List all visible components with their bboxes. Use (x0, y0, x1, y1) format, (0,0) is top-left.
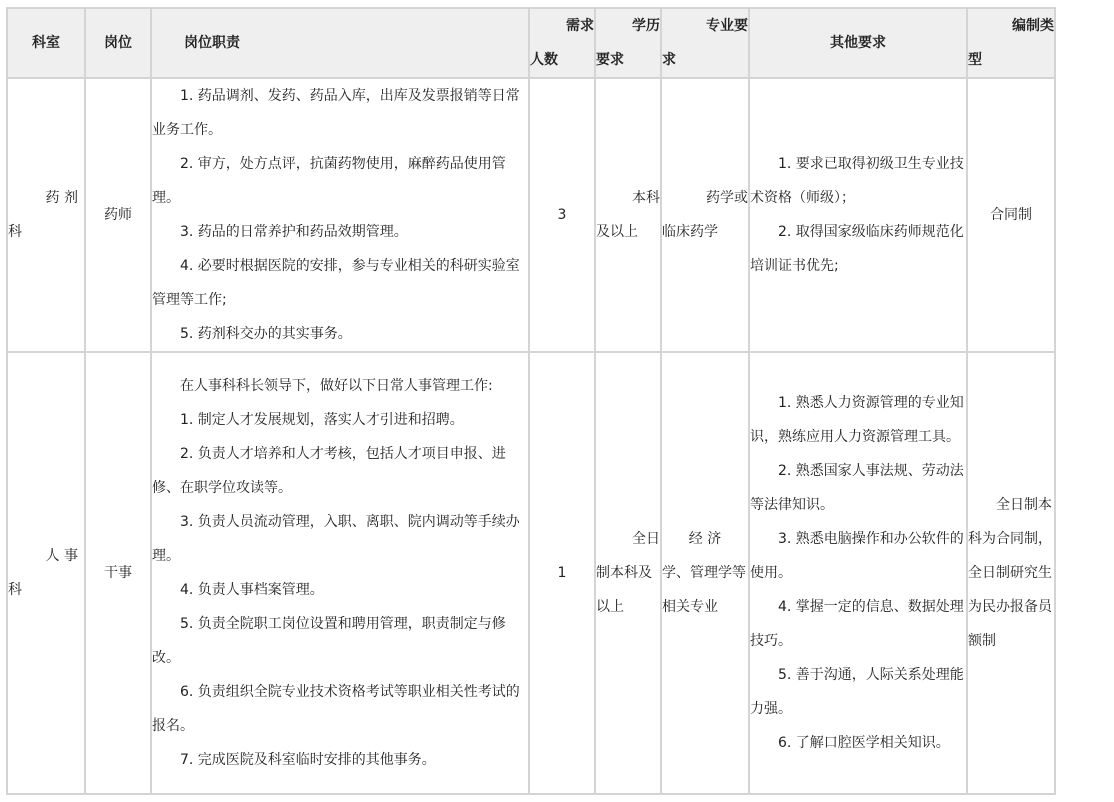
position-cell: 干事 (85, 352, 151, 794)
duties-cell (151, 78, 529, 352)
dept-cell: 人 事 科 (7, 352, 85, 794)
edu-cell: 全日 制本科及以上 (595, 352, 661, 794)
duty-line: 5. 负责全院职工岗位设置和聘用管理，职责制定与修改。 (152, 616, 506, 666)
header-major: 专业要 求 (661, 8, 749, 78)
header-count: 需求 人数 (529, 8, 595, 78)
duty-line: 在人事科科长领导下，做好以下日常人事管理工作: (180, 378, 493, 394)
other-line: 2. 熟悉国家人事法规、劳动法等法律知识。 (750, 463, 964, 513)
table-row (7, 78, 1055, 352)
count-cell: 1 (529, 352, 595, 794)
position-cell: 药师 (85, 78, 151, 352)
header-edu: 学历 要求 (595, 8, 661, 78)
other-line: 1. 要求已取得初级卫生专业技术资格（师级）； (750, 156, 964, 206)
job-table (6, 7, 1056, 795)
duty-line: 4. 必要时根据医院的安排，参与专业相关的科研实验室管理等工作; (152, 258, 520, 308)
duty-line: 6. 负责组织全院专业技术资格考试等职业相关性考试的报名。 (152, 684, 520, 734)
duty-line: 3. 药品的日常养护和药品效期管理。 (180, 224, 408, 240)
other-line: 4. 掌握一定的信息、数据处理技巧。 (750, 599, 964, 649)
duty-line: 2. 负责人才培养和人才考核，包括人才项目申报、进修、在职学位攻读等。 (152, 446, 506, 496)
other-line: 6. 了解口腔医学相关知识。 (778, 735, 950, 751)
other-line: 1. 熟悉人力资源管理的专业知识，熟练应用人力资源管理工具。 (750, 395, 964, 445)
major-cell: 药学或 临床药学 (661, 78, 749, 352)
duty-line: 3. 负责人员流动管理，入职、离职、院内调动等手续办理。 (152, 514, 520, 564)
other-cell (749, 352, 967, 794)
dept-cell: 药 剂 科 (7, 78, 85, 352)
header-position: 岗位 (85, 8, 151, 78)
type-cell: 合同制 (967, 78, 1055, 352)
duty-line: 4. 负责人事档案管理。 (180, 582, 324, 598)
other-line: 2. 取得国家级临床药师规范化培训证书优先; (750, 224, 964, 274)
header-duties: 岗位职责 (151, 8, 529, 78)
other-cell (749, 78, 967, 352)
other-line: 3. 熟悉电脑操作和办公软件的使用。 (750, 531, 964, 581)
duty-line: 2. 审方，处方点评，抗菌药物使用，麻醉药品使用管理。 (152, 156, 506, 206)
edu-cell: 本科 及以上 (595, 78, 661, 352)
duty-line: 1. 制定人才发展规划，落实人才引进和招聘。 (180, 412, 464, 428)
duties-cell (151, 352, 529, 794)
header-row (7, 8, 1055, 78)
header-dept: 科室 (7, 8, 85, 78)
other-line: 5. 善于沟通，人际关系处理能力强。 (750, 667, 964, 717)
duty-line: 5. 药剂科交办的其实事务。 (180, 326, 352, 342)
header-type: 编制类 型 (967, 8, 1055, 78)
type-cell: 全日制本科为合同制，全日制研究生为民办报备员额制 (967, 352, 1055, 794)
header-other: 其他要求 (749, 8, 967, 78)
duty-line: 1. 药品调剂、发药、药品入库，出库及发票报销等日常业务工作。 (152, 88, 520, 138)
duty-line: 7. 完成医院及科室临时安排的其他事务。 (180, 752, 436, 768)
major-cell: 经 济 学、管理学等相关专业 (661, 352, 749, 794)
count-cell: 3 (529, 78, 595, 352)
table-row (7, 352, 1055, 794)
